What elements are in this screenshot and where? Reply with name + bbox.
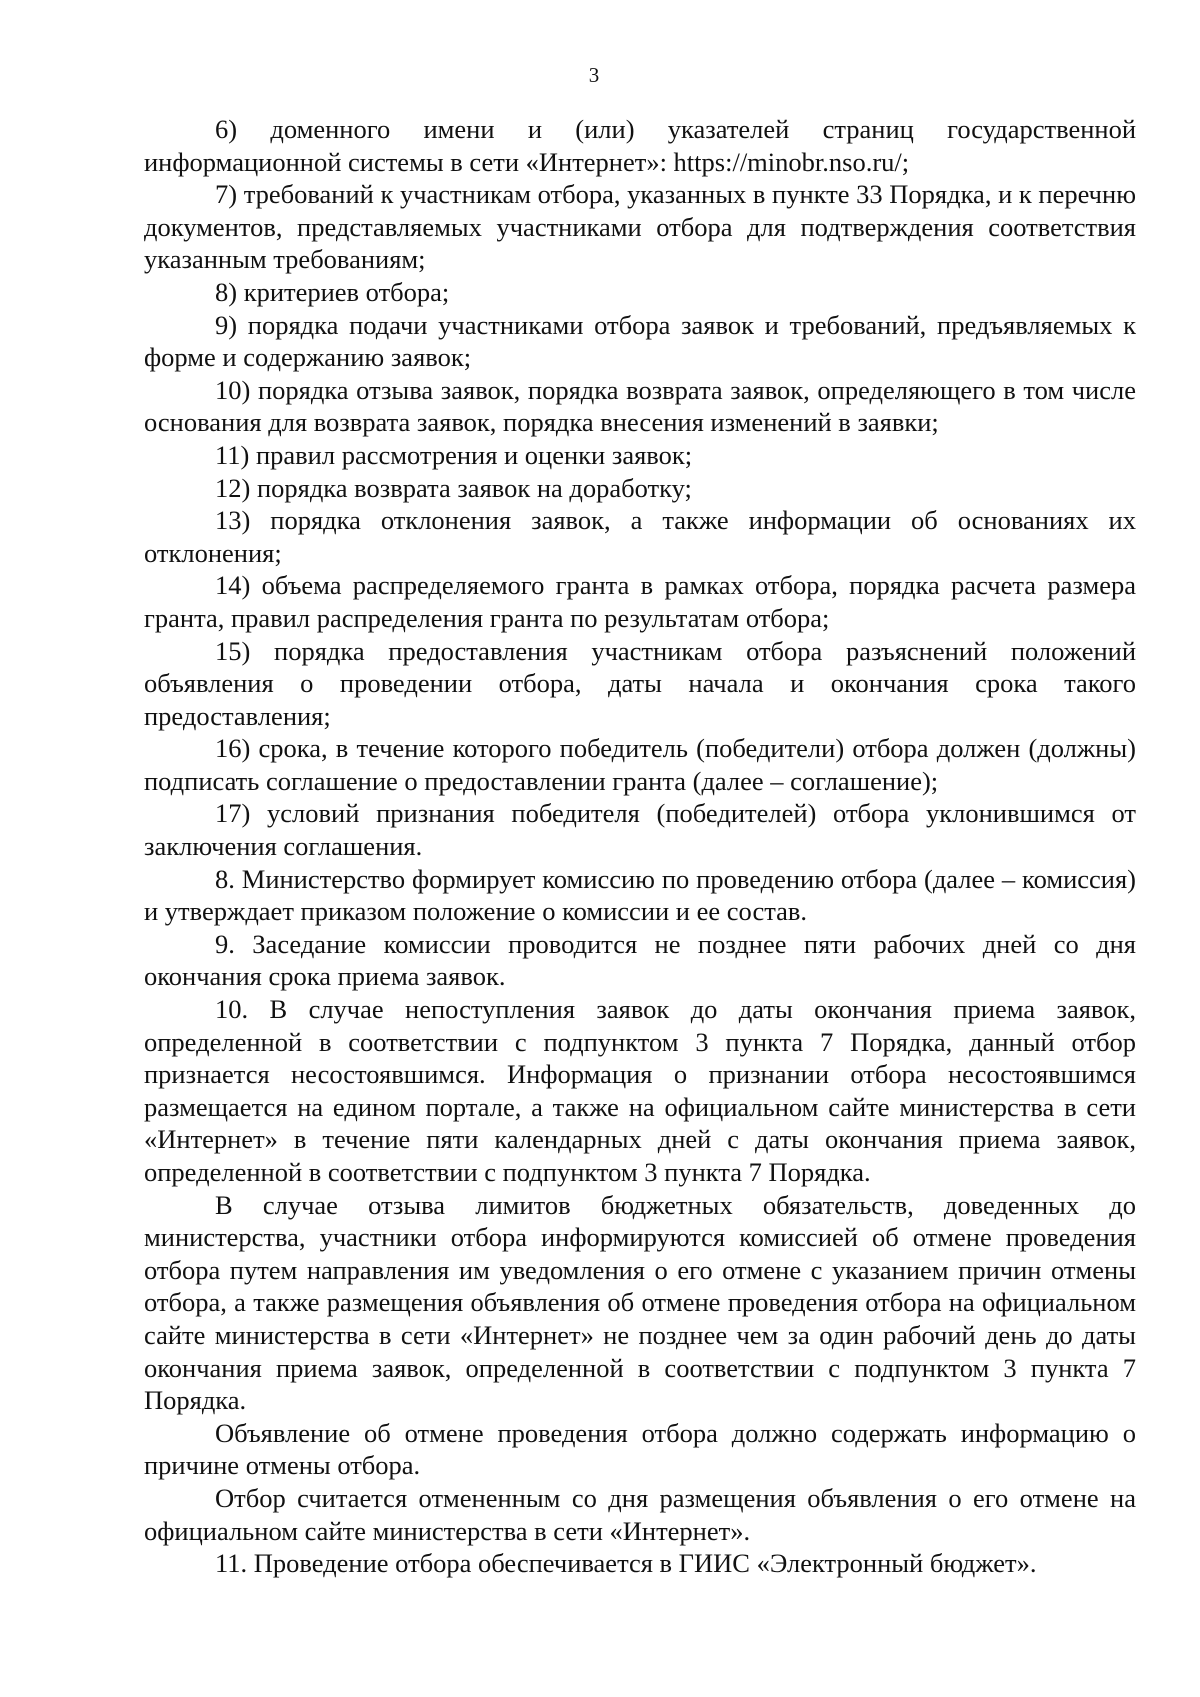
paragraph-item-17: 17) условий признания победителя (победителей) отбора уклонившимся от заключения соглашения.	[144, 798, 1136, 862]
paragraph-item-8: 8) критериев отбора;	[215, 276, 450, 307]
paragraph-item-7: 7) требований к участникам отбора, указанных в пункте 33 Порядка, и к перечню документов, представляемых участниками отбора для подтверждения соответствия указанным требованиям;	[144, 179, 1136, 275]
paragraph-item-16: 16) срока, в течение которого победитель (победители) отбора должен (должны) подписать соглашение о предоставлении гранта (далее – соглашение);	[144, 733, 1136, 796]
paragraph-limits-withdrawal: В случае отзыва лимитов бюджетных обязательств, доведенных до министерства, участники отбора информируются комиссией об отмене проведения отбора путем направления им уведомления о его отмене с указанием причин отмены отбора, а также размещения объявления об отмене проведения отбора на официальном сайте министерства в сети «Интернет» не позднее чем за один рабочий день до даты окончания приема заявок, определенной в соответствии с подпунктом 3 пункта 7 Порядка.	[144, 1189, 1136, 1416]
page-number: 3	[588, 63, 600, 87]
paragraph-cancellation-effective: Отбор считается отмененным со дня размещения объявления о его отмене на официальном сайте министерства в сети «Интернет».	[144, 1482, 1136, 1546]
paragraph-item-11: 11) правил рассмотрения и оценки заявок;	[215, 439, 693, 470]
paragraph-item-10: 10) порядка отзыва заявок, порядка возврата заявок, определяющего в том числе основания для возврата заявок, порядка внесения изменений в заявки;	[144, 374, 1136, 438]
paragraph-item-6: 6) доменного имени и (или) указателей страниц государственной информационной системы в сети «Интернет»: https://minobr.nso.ru/;	[144, 114, 1136, 177]
paragraph-section-11: 11. Проведение отбора обеспечивается в ГИИС «Электронный бюджет».	[215, 1548, 1037, 1579]
paragraph-item-15: 15) порядка предоставления участникам отбора разъяснений положений объявления о проведении отбора, даты начала и окончания срока такого предоставления;	[144, 635, 1136, 731]
paragraph-item-14: 14) объема распределяемого гранта в рамках отбора, порядка расчета размера гранта, правил распределения гранта по результатам отбора;	[144, 570, 1136, 633]
paragraph-cancellation-notice: Объявление об отмене проведения отбора должно содержать информацию о причине отмены отбора.	[144, 1417, 1136, 1481]
document-body	[144, 113, 1136, 1580]
paragraph-item-13: 13) порядка отклонения заявок, а также информации об основаниях их отклонения;	[144, 505, 1136, 568]
paragraph-section-10: 10. В случае непоступления заявок до даты окончания приема заявок, определенной в соответствии с подпунктом 3 пункта 7 Порядка, данный отбор признается несостоявшимся. Информация о признании отбора несостоявшимся размещается на едином портале, а также на официальном сайте министерства в сети «Интернет» в течение пяти календарных дней с даты окончания приема заявок, определенной в соответствии с подпунктом 3 пункта 7 Порядка.	[144, 994, 1136, 1187]
paragraph-section-8: 8. Министерство формирует комиссию по проведению отбора (далее – комиссия) и утверждает приказом положение о комиссии и ее состав.	[144, 863, 1136, 927]
paragraph-item-9: 9) порядка подачи участниками отбора заявок и требований, предъявляемых к форме и содержанию заявок;	[144, 309, 1136, 373]
paragraph-item-12: 12) порядка возврата заявок на доработку;	[215, 472, 692, 503]
paragraph-section-9: 9. Заседание комиссии проводится не позднее пяти рабочих дней со дня окончания срока приема заявок.	[144, 928, 1136, 992]
